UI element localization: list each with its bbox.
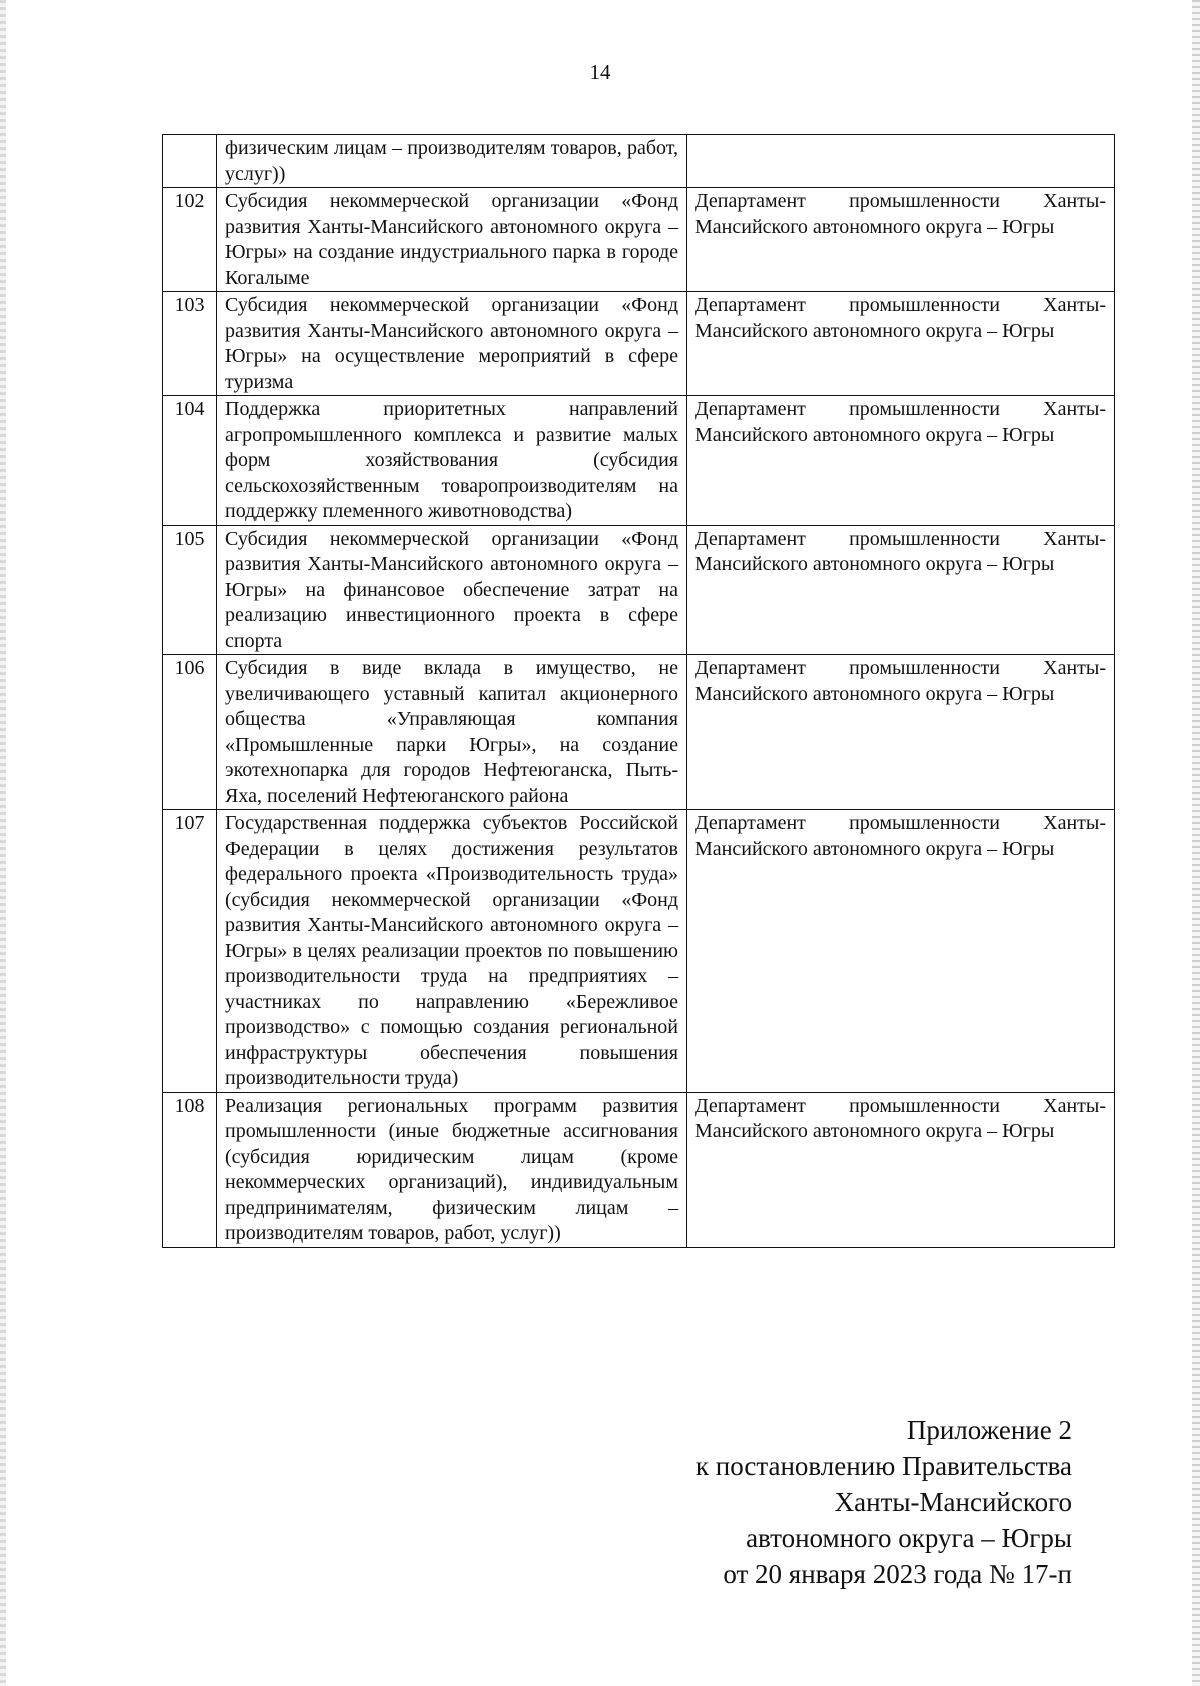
- annex-line: автономного округа – Югры: [746, 1523, 1072, 1553]
- table-row: [163, 292, 1115, 396]
- annex-date: от 20 января 2023 года № 17-п: [723, 1559, 1072, 1589]
- row-number: 102: [163, 188, 217, 292]
- row-description: Государственная поддержка субъектов Российской Федерации в целях достижения результатов федерального проекта «Производительность труда» (субсидия некоммерческой организации «Фонд развития Ханты-Мансийского автономного округа – Югры» в целях реализации проектов по повышению производительности труда на предприятиях – участниках по направлению «Бережливое производство» с помощью создания региональной инфраструктуры обеспечения повышения производительности труда): [217, 810, 687, 1093]
- row-department: [687, 135, 1115, 188]
- table-row: [163, 396, 1115, 526]
- row-number: 105: [163, 525, 217, 655]
- row-department: Департамент промышленности Ханты-Мансийского автономного округа – Югры: [687, 810, 1115, 1093]
- annex-header: [696, 1412, 1072, 1592]
- row-number: [163, 135, 217, 188]
- row-description: Субсидия в виде вклада в имущество, не увеличивающего уставный капитал акционерного общества «Управляющая компания «Промышленные парки Югры», на создание экотехнопарка для городов Нефтеюганска, Пыть-Яха, поселений Нефтеюганского района: [217, 655, 687, 810]
- scan-edge-left: [0, 0, 6, 1686]
- row-number: 106: [163, 655, 217, 810]
- row-department: Департамент промышленности Ханты-Мансийского автономного округа – Югры: [687, 525, 1115, 655]
- row-department: Департамент промышленности Ханты-Мансийского автономного округа – Югры: [687, 396, 1115, 526]
- row-number: 108: [163, 1092, 217, 1247]
- row-department: Департамент промышленности Ханты-Мансийского автономного округа – Югры: [687, 655, 1115, 810]
- row-description: Субсидия некоммерческой организации «Фонд развития Ханты-Мансийского автономного округа – Югры» на создание индустриального парка в городе Когалыме: [217, 188, 687, 292]
- annex-title: Приложение 2: [906, 1415, 1072, 1445]
- program-table: [162, 134, 1115, 1248]
- table-row: [163, 135, 1115, 188]
- annex-line: Ханты-Мансийского: [834, 1487, 1072, 1517]
- row-number: 107: [163, 810, 217, 1093]
- table-row: [163, 810, 1115, 1093]
- row-description: Субсидия некоммерческой организации «Фонд развития Ханты-Мансийского автономного округа – Югры» на финансовое обеспечение затрат на реализацию инвестиционного проекта в сфере спорта: [217, 525, 687, 655]
- row-number: 104: [163, 396, 217, 526]
- row-description: Субсидия некоммерческой организации «Фонд развития Ханты-Мансийского автономного округа – Югры» на осуществление мероприятий в сфере туризма: [217, 292, 687, 396]
- table-row: [163, 525, 1115, 655]
- scan-edge-right: [1192, 0, 1200, 1686]
- table-row: [163, 1092, 1115, 1247]
- row-number: 103: [163, 292, 217, 396]
- table-row: [163, 655, 1115, 810]
- row-description: физическим лицам – производителям товаров, работ, услуг)): [217, 135, 687, 188]
- row-department: Департамент промышленности Ханты-Мансийского автономного округа – Югры: [687, 1092, 1115, 1247]
- table-row: [163, 188, 1115, 292]
- page-number: 14: [589, 60, 611, 84]
- annex-line: к постановлению Правительства: [695, 1451, 1072, 1481]
- row-description: Поддержка приоритетных направлений агропромышленного комплекса и развитие малых форм хозяйствования (субсидия сельскохозяйственным товаропроизводителям на поддержку племенного животноводства): [217, 396, 687, 526]
- row-department: Департамент промышленности Ханты-Мансийского автономного округа – Югры: [687, 188, 1115, 292]
- row-department: Департамент промышленности Ханты-Мансийского автономного округа – Югры: [687, 292, 1115, 396]
- row-description: Реализация региональных программ развития промышленности (иные бюджетные ассигнования (субсидия юридическим лицам (кроме некоммерческих организаций), индивидуальным предпринимателям, физическим лицам – производителям товаров, работ, услуг)): [217, 1092, 687, 1247]
